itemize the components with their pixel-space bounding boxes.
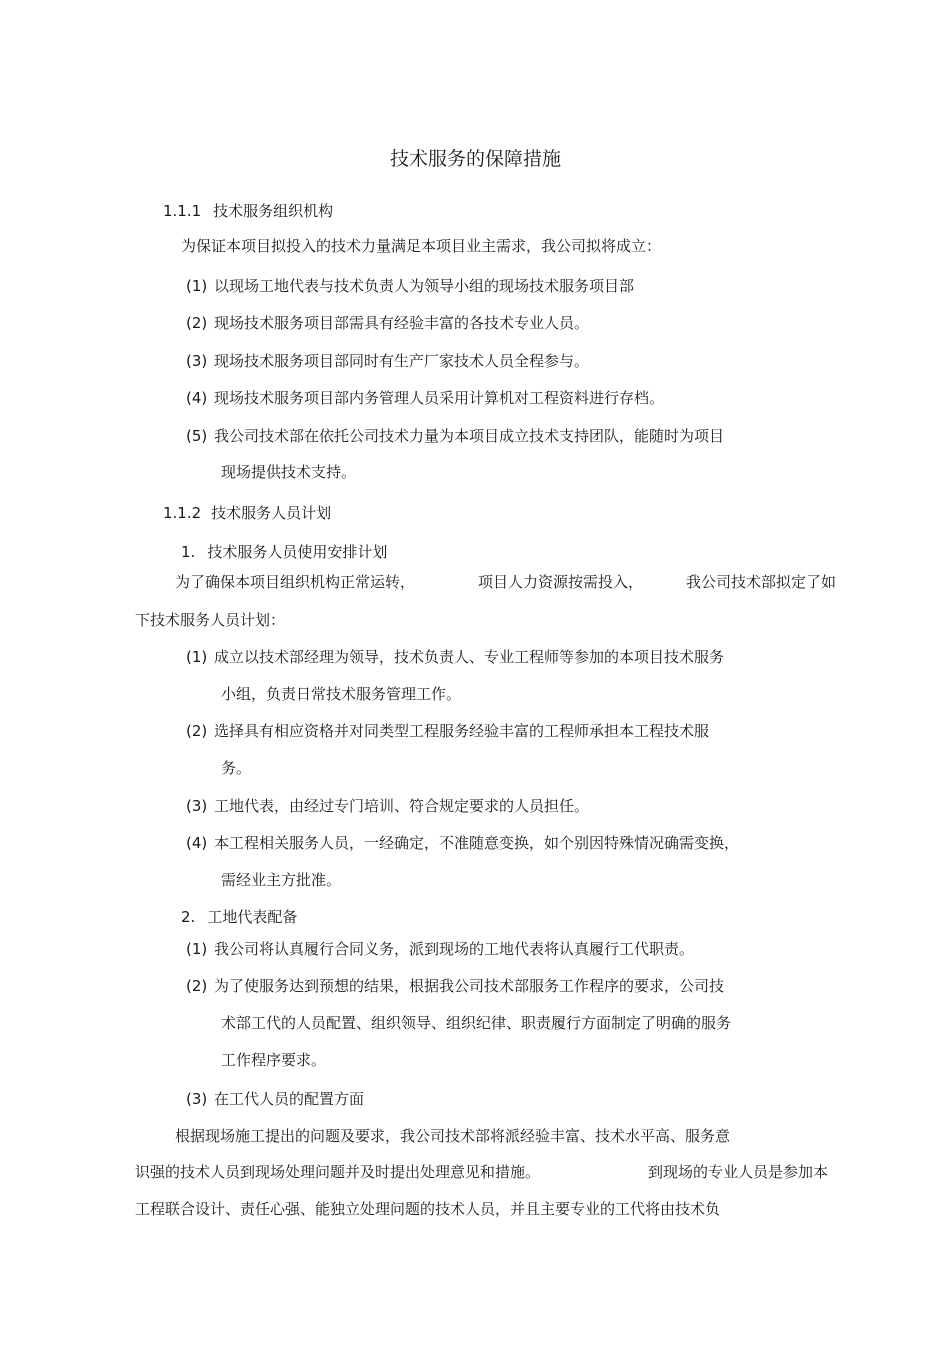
- list-item: (4) 本工程相关服务人员，一经确定，不准随意变换，如个别因特殊情况确需变换，: [186, 834, 740, 852]
- section-heading-1-1-2: [163, 503, 331, 523]
- section-title: 技术服务组织机构: [213, 202, 334, 220]
- list-item-continuation: 需经业主方批准。: [221, 871, 342, 889]
- paragraph-line: 项目人力资源按需投入，: [478, 573, 644, 591]
- subsection-heading: 2. 工地代表配备: [181, 908, 298, 926]
- paragraph-line: 我公司技术部拟定了如: [686, 573, 837, 591]
- list-item-continuation: 务。: [221, 759, 252, 777]
- paragraph-line: 识强的技术人员到现场处理问题并及时提出处理意见和措施。: [135, 1163, 541, 1181]
- list-item: (3) 在工代人员的配置方面: [186, 1090, 365, 1108]
- paragraph-line: 下技术服务人员计划：: [135, 611, 286, 629]
- section-number: 1.1.1: [163, 202, 202, 220]
- list-item: (3) 现场技术服务项目部同时有生产厂家技术人员全程参与。: [186, 352, 590, 370]
- subsection-heading: 1. 技术服务人员使用安排计划: [181, 543, 388, 561]
- paragraph-line: 为了确保本项目组织机构正常运转，: [175, 573, 416, 591]
- list-item: (2) 为了使服务达到预想的结果，根据我公司技术部服务工作程序的要求，公司技: [186, 977, 725, 995]
- paragraph-line: 根据现场施工提出的问题及要求，我公司技术部将派经验丰富、技术水平高、服务意: [175, 1127, 731, 1145]
- list-item: (1) 成立以技术部经理为领导，技术负责人、专业工程师等参加的本项目技术服务: [186, 648, 725, 666]
- list-item-continuation: 工作程序要求。: [221, 1051, 327, 1069]
- list-item: (2) 现场技术服务项目部需具有经验丰富的各技术专业人员。: [186, 314, 590, 332]
- list-item: (5) 我公司技术部在依托公司技术力量为本项目成立技术支持团队，能随时为项目: [186, 427, 725, 445]
- list-item: (1) 我公司将认真履行合同义务，派到现场的工地代表将认真履行工代职责。: [186, 940, 695, 958]
- list-item-continuation: 术部工代的人员配置、组织领导、组织纪律、职责履行方面制定了明确的服务: [221, 1014, 732, 1032]
- list-item-continuation: 现场提供技术支持。: [221, 463, 357, 481]
- list-item: (2) 选择具有相应资格并对同类型工程服务经验丰富的工程师承担本工程技术服: [186, 722, 710, 740]
- list-item: (1) 以现场工地代表与技术负责人为领导小组的现场技术服务项目部: [186, 277, 635, 295]
- page-title: 技术服务的保障措施: [390, 148, 562, 170]
- list-item: (3) 工地代表，由经过专门培训、符合规定要求的人员担任。: [186, 797, 590, 815]
- paragraph-line: 工程联合设计、责任心强、能独立处理问题的技术人员，并且主要专业的工代将由技术负: [135, 1200, 721, 1218]
- list-item: (4) 现场技术服务项目部内务管理人员采用计算机对工程资料进行存档。: [186, 389, 665, 407]
- section-title: 技术服务人员计划: [211, 504, 332, 522]
- paragraph-line: 到现场的专业人员是参加本: [648, 1163, 829, 1181]
- section-intro: 为保证本项目拟投入的技术力量满足本项目业主需求，我公司拟将成立：: [181, 237, 662, 255]
- list-item-continuation: 小组，负责日常技术服务管理工作。: [221, 685, 462, 703]
- section-number: 1.1.2: [163, 504, 202, 522]
- section-heading-1-1-1: [163, 201, 333, 221]
